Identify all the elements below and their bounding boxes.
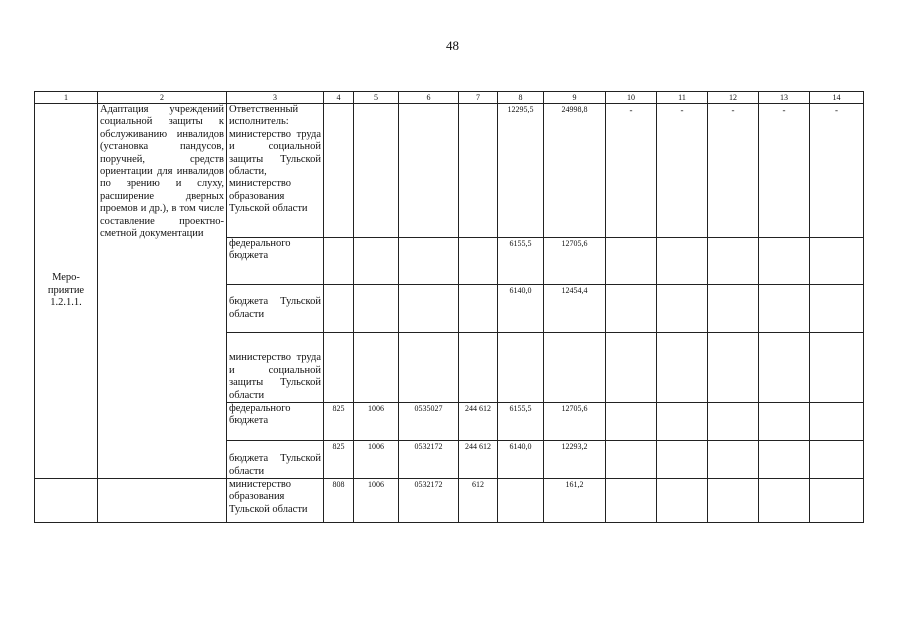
cell [759,333,810,403]
cell [606,238,657,285]
cell: 612 [459,479,498,523]
empty-cell [35,479,98,523]
cell [459,104,498,238]
cell [810,333,864,403]
header-cell: 12 [708,92,759,104]
header-cell: 14 [810,92,864,104]
cell: 24998,8 [544,104,606,238]
cell [708,285,759,333]
cell: 244 612 [459,441,498,479]
cell [606,479,657,523]
cell [498,333,544,403]
row-label: бюджета Тульской области [227,285,324,333]
header-cell: 9 [544,92,606,104]
row-label: бюджета Тульской области [227,441,324,479]
cell [657,403,708,441]
cell: 1006 [354,479,399,523]
cell: - [810,104,864,238]
cell [324,238,354,285]
cell [759,238,810,285]
row-label: министерство образования Тульской области [227,479,324,523]
cell: 808 [324,479,354,523]
cell [399,104,459,238]
activity-description: Адаптация учреждений социальной защиты к обслуживанию инвалидов (установка пандусов, поручней, средств ориентации для инвалидов по зрению и слуху, расширение дверных проемов и др.), в том числе составление проектно-сметной документации [98,104,227,479]
cell: 825 [324,403,354,441]
cell [708,479,759,523]
cell: 12454,4 [544,285,606,333]
header-cell: 5 [354,92,399,104]
header-cell: 13 [759,92,810,104]
cell [606,403,657,441]
header-cell: 3 [227,92,324,104]
cell [498,479,544,523]
cell: 6140,0 [498,441,544,479]
empty-cell [98,479,227,523]
header-cell: 6 [399,92,459,104]
row-label: министерство труда и социальной защиты Тульской области [227,333,324,403]
cell [708,238,759,285]
cell [708,403,759,441]
cell [399,238,459,285]
cell [810,238,864,285]
cell: 825 [324,441,354,479]
cell [324,285,354,333]
cell: - [708,104,759,238]
activity-label: Меро- приятие 1.2.1.1. [35,104,98,479]
cell [759,285,810,333]
cell: - [606,104,657,238]
cell [759,403,810,441]
header-cell: 4 [324,92,354,104]
cell: 0532172 [399,479,459,523]
cell: 12705,6 [544,238,606,285]
cell: 1006 [354,403,399,441]
cell [399,285,459,333]
cell [606,285,657,333]
cell: 6155,5 [498,238,544,285]
row-label: федерального бюджета [227,238,324,285]
cell [657,238,708,285]
cell [657,285,708,333]
header-cell: 7 [459,92,498,104]
cell [354,238,399,285]
header-cell: 11 [657,92,708,104]
row-label: федерального бюджета [227,403,324,441]
page-number: 48 [446,38,459,53]
cell [544,333,606,403]
cell [354,104,399,238]
cell [354,285,399,333]
cell [810,479,864,523]
cell [810,403,864,441]
header-cell: 1 [35,92,98,104]
cell: 244 612 [459,403,498,441]
cell [759,479,810,523]
cell: 12293,2 [544,441,606,479]
budget-table [34,91,864,523]
row-executor: Ответственный исполнитель: министерство труда и социальной защиты Тульской области, министерство образования Тульской области [227,104,324,238]
cell [606,441,657,479]
cell [354,333,399,403]
cell [459,333,498,403]
cell: 0535027 [399,403,459,441]
cell [657,333,708,403]
cell [708,441,759,479]
cell [606,333,657,403]
header-cell: 2 [98,92,227,104]
header-row [35,92,864,104]
cell: 6140,0 [498,285,544,333]
cell: - [759,104,810,238]
cell [657,441,708,479]
cell [657,479,708,523]
cell [399,333,459,403]
header-cell: 8 [498,92,544,104]
cell: - [657,104,708,238]
header-cell: 10 [606,92,657,104]
cell [810,441,864,479]
cell [324,104,354,238]
cell: 1006 [354,441,399,479]
cell [708,333,759,403]
table-row [35,479,864,523]
cell [459,238,498,285]
cell: 12295,5 [498,104,544,238]
cell: 12705,6 [544,403,606,441]
cell [810,285,864,333]
table-row [35,104,864,238]
cell: 6155,5 [498,403,544,441]
cell: 161,2 [544,479,606,523]
cell: 0532172 [399,441,459,479]
cell [324,333,354,403]
cell [759,441,810,479]
cell [459,285,498,333]
